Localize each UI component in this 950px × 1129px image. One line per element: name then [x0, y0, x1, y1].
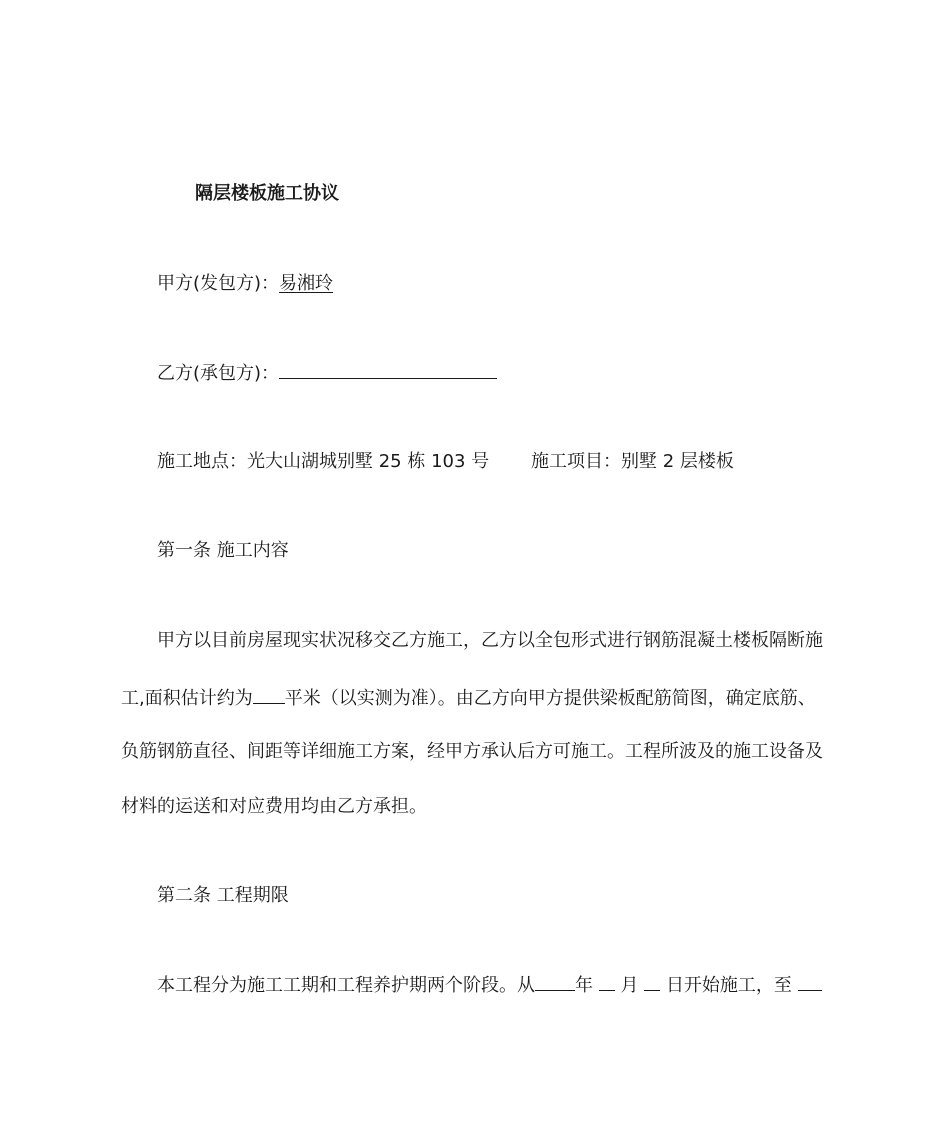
article1-heading: 第一条 施工内容 — [157, 540, 289, 561]
day-blank — [644, 973, 660, 991]
start-label: 日开始施工，至 — [665, 975, 792, 996]
site-project: 施工项目：别墅 2 层楼板 — [531, 451, 734, 472]
article2-heading: 第二条 工程期限 — [157, 885, 289, 906]
party-b-blank — [279, 361, 497, 379]
article2-paragraph-line-1 — [157, 973, 822, 998]
party-a-label: 甲方(发包方)： — [157, 273, 280, 294]
article1-paragraph-line-3: 负筋钢筋直径、间距等详细施工方案，经甲方承认后方可施工。工程所波及的施工设备及 — [121, 741, 823, 762]
article1-paragraph-line-4: 材料的运送和对应费用均由乙方承担。 — [121, 796, 427, 817]
party-b-line — [157, 361, 497, 386]
article1-paragraph-line-2 — [121, 686, 816, 711]
year-blank — [535, 973, 575, 991]
party-a-line — [157, 272, 333, 296]
document-title: 隔层楼板施工协议 — [195, 183, 339, 204]
article2-intro: 本工程分为施工工期和工程养护期两个阶段。从 — [157, 975, 535, 996]
article1-paragraph-line-1: 甲方以目前房屋现实状况移交乙方施工，乙方以全包形式进行钢筋混凝土楼板隔断施 — [157, 630, 823, 651]
party-b-label: 乙方(承包方)： — [157, 363, 280, 384]
year-label: 年 — [575, 975, 593, 996]
month-label: 月 — [620, 975, 639, 996]
site-location: 施工地点：光大山湖城别墅 25 栋 103 号 — [157, 451, 490, 472]
end-date-blank — [798, 973, 822, 991]
area-blank — [253, 686, 285, 704]
party-a-name: 易湘玲 — [279, 273, 334, 294]
article1-area-suffix: 平米（以实测为准）。由乙方向甲方提供梁板配筋简图，确定底筋、 — [284, 688, 816, 709]
article1-area-prefix: 工,面积估计约为 — [121, 688, 253, 709]
month-blank — [599, 973, 615, 991]
